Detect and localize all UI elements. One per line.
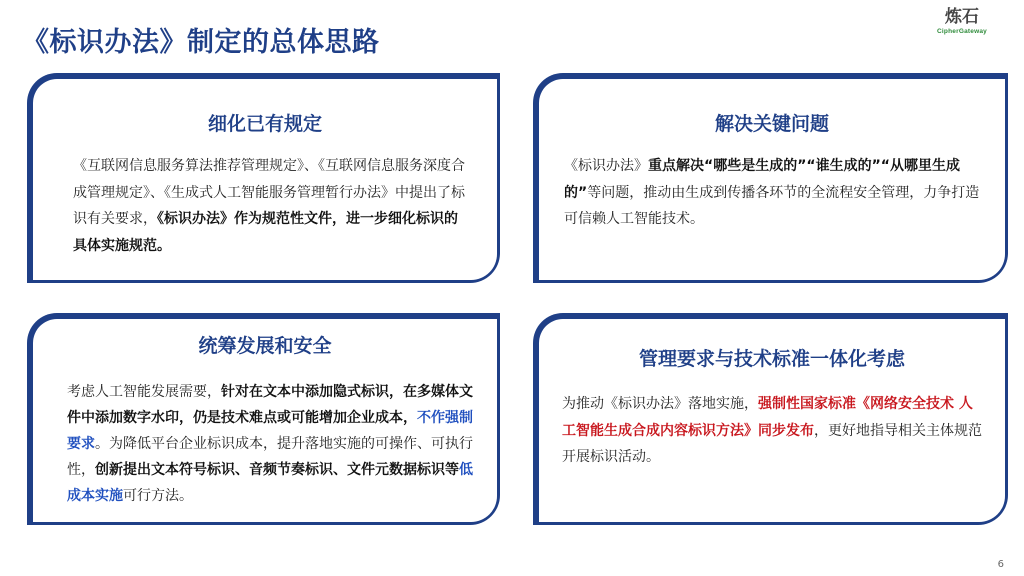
page-number: 6 <box>997 559 1004 570</box>
card-heading: 解决关键问题 <box>714 113 829 135</box>
card-text-segment: 低成本实施 <box>67 462 473 504</box>
card-text-segment: ，更好地指导相关主体规范开展标识活动。 <box>562 422 982 465</box>
card-development-security <box>27 313 500 525</box>
card-text-segment: 等问题，推动由生成到传播各环节的全流程安全管理，力争打造可信赖人工智能技术。 <box>564 184 980 227</box>
card-heading: 管理要求与技术标准一体化考虑 <box>638 348 905 370</box>
card-text-segment: 创新提出文本符号标识、音频节奏标识、文件元数据标识等 <box>95 462 459 478</box>
card-heading: 统筹发展和安全 <box>198 335 332 357</box>
page-title: 《标识办法》制定的总体思路 <box>22 27 380 58</box>
company-logo <box>922 6 1002 46</box>
card-heading: 细化已有规定 <box>207 113 322 135</box>
card-text-segment: 。为降低平台企业标识成本，提升落地实施的可操作、可执行性， <box>67 436 473 478</box>
card-text-segment: 不作强制要求 <box>67 410 473 452</box>
card-body <box>562 391 983 471</box>
card-standards-integration <box>533 313 1008 525</box>
card-body <box>73 153 471 259</box>
card-refine-regulations <box>27 73 500 283</box>
card-text-segment: 为推动《标识办法》落地实施， <box>562 396 758 412</box>
logo-mark: 炼石 <box>945 7 979 27</box>
card-key-issues <box>533 73 1008 283</box>
card-body <box>67 379 475 509</box>
card-body <box>564 153 981 233</box>
card-text-segment: 强制性国家标准《网络安全技术 人工智能生成合成内容标识方法》同步发布 <box>562 396 973 439</box>
logo-subtitle: CipherGateway <box>937 28 987 35</box>
card-text-segment: 《标识办法》 <box>564 158 648 174</box>
card-text-segment: 考虑人工智能发展需要， <box>67 384 221 400</box>
card-text-segment: 《标识办法》作为规范性文件，进一步细化标识的具体实施规范。 <box>73 211 458 254</box>
card-text-segment: 可行方法。 <box>123 488 193 504</box>
card-text-segment: 重点解决“哪些是生成的”“谁生成的”“从哪里生成的” <box>564 158 961 201</box>
card-text-segment: 《互联网信息服务算法推荐管理规定》、《互联网信息服务深度合成管理规定》、《生成式人工智能服务管理暂行办法》中提出了标识有关要求， <box>73 158 465 227</box>
card-text-segment: 针对在文本中添加隐式标识，在多媒体文件中添加数字水印，仍是技术难点或可能增加企业成本， <box>67 384 473 426</box>
